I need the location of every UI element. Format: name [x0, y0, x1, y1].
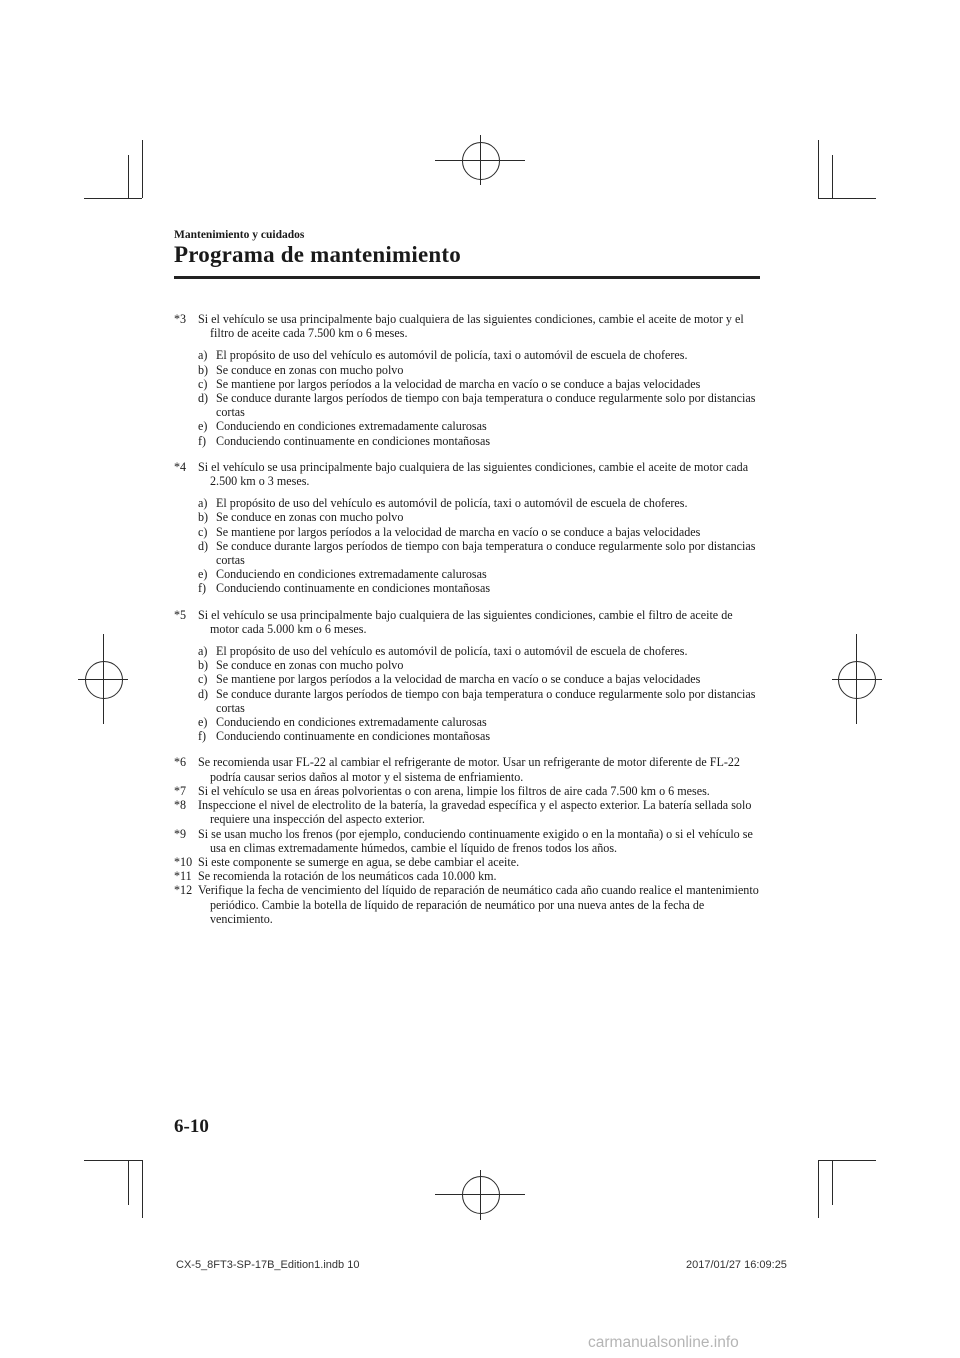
- watermark: carmanualsonline.info: [588, 1334, 739, 1351]
- footnote-marker: *8: [174, 798, 187, 813]
- list-item: [198, 496, 760, 510]
- crop-mark: [128, 155, 129, 198]
- list-letter: f): [198, 729, 207, 744]
- footnote: [174, 784, 760, 798]
- list-letter: a): [198, 644, 208, 659]
- list-item: [198, 434, 760, 448]
- crop-mark: [818, 140, 819, 198]
- list-text: Se conduce durante largos períodos de tiempo con baja temperatura o conduce regularmente solo por distancias cortas: [216, 686, 756, 715]
- footer-file: CX-5_8FT3-SP-17B_Edition1.indb 10: [176, 1259, 360, 1271]
- footnote: [174, 798, 760, 826]
- list-text: Se conduce durante largos períodos de tiempo con baja temperatura o conduce regularmente solo por distancias cortas: [216, 391, 756, 420]
- list-item: [198, 687, 760, 715]
- list-item: [198, 377, 760, 391]
- footnote: [174, 869, 760, 883]
- list-item: [198, 715, 760, 729]
- footnote: [174, 460, 760, 488]
- crop-mark: [128, 1160, 129, 1205]
- crop-mark: [142, 1160, 143, 1218]
- footnote-text: Si el vehículo se usa principalmente bajo cualquiera de las siguientes condiciones, cambie el aceite de motor y el filtro de aceite cada 7.500 km o 6 meses.: [198, 312, 744, 341]
- list-text: Conduciendo continuamente en condiciones montañosas: [216, 729, 491, 744]
- crop-mark: [832, 1160, 833, 1205]
- list-letter: e): [198, 419, 208, 434]
- crop-mark: [832, 155, 833, 198]
- condition-list: [198, 644, 760, 743]
- footnote: [174, 312, 760, 340]
- footnote-text: Verifique la fecha de vencimiento del líquido de reparación de neumático cada año cuando realice el mantenimiento periódico. Cambie la botella de líquido de reparación de neumático por una nueva antes de la fecha de vencimiento.: [198, 883, 759, 926]
- title-divider: [174, 276, 760, 279]
- list-item: [198, 567, 760, 581]
- footnote-marker: *12: [174, 883, 193, 898]
- list-text: Se mantiene por largos períodos a la velocidad de marcha en vacío o se conduce a bajas velocidades: [216, 524, 701, 539]
- registration-target-icon: [462, 142, 500, 180]
- list-letter: e): [198, 715, 208, 730]
- footnote-marker: *6: [174, 755, 187, 770]
- list-item: [198, 729, 760, 743]
- footnotes-content: [174, 312, 760, 926]
- registration-target-icon: [85, 661, 123, 699]
- crop-mark: [818, 1160, 876, 1161]
- list-text: El propósito de uso del vehículo es automóvil de policía, taxi o automóvil de escuela de choferes.: [216, 348, 688, 363]
- crop-mark: [84, 198, 142, 199]
- list-letter: a): [198, 496, 208, 511]
- footnote-text: Se recomienda la rotación de los neumáticos cada 10.000 km.: [198, 869, 497, 884]
- condition-list: [198, 496, 760, 595]
- page-title: Programa de mantenimiento: [174, 242, 461, 267]
- list-item: [198, 391, 760, 419]
- list-item: [198, 539, 760, 567]
- list-text: Se mantiene por largos períodos a la velocidad de marcha en vacío o se conduce a bajas velocidades: [216, 672, 701, 687]
- list-text: Se conduce durante largos períodos de tiempo con baja temperatura o conduce regularmente solo por distancias cortas: [216, 538, 756, 568]
- list-item: [198, 644, 760, 658]
- footnote-text: Inspeccione el nivel de electrolito de la batería, la gravedad específica y el aspecto exterior. La batería sellada solo requiere una inspección del aspecto exterior.: [198, 798, 752, 827]
- footnote: [174, 883, 760, 926]
- footnote-text: Se recomienda usar FL-22 al cambiar el refrigerante de motor. Usar un refrigerante de motor diferente de FL-22 podría causar serios daños al motor y el sistema de enfriamiento.: [198, 755, 740, 784]
- list-letter: b): [198, 510, 209, 525]
- list-letter: f): [198, 433, 207, 448]
- list-letter: c): [198, 524, 208, 539]
- list-item: [198, 525, 760, 539]
- list-item: [198, 348, 760, 362]
- footnote-text: Si el vehículo se usa principalmente bajo cualquiera de las siguientes condiciones, cambie el aceite de motor cada 2.500 km o 3 meses.: [198, 459, 749, 489]
- crop-mark: [84, 1160, 142, 1161]
- list-item: [198, 581, 760, 595]
- list-text: Se mantiene por largos períodos a la velocidad de marcha en vacío o se conduce a bajas velocidades: [216, 376, 701, 391]
- footnote-text: Si se usan mucho los frenos (por ejemplo, conduciendo continuamente exigido o en la montaña) o si el vehículo se usa en climas extremadamente húmedos, cambie el líquido de frenos todos los años.: [198, 826, 753, 855]
- footer-timestamp: 2017/01/27 16:09:25: [686, 1259, 787, 1271]
- list-letter: c): [198, 672, 208, 687]
- list-text: El propósito de uso del vehículo es automóvil de policía, taxi o automóvil de escuela de choferes.: [216, 644, 688, 659]
- list-text: Se conduce en zonas con mucho polvo: [216, 658, 404, 673]
- list-text: Conduciendo continuamente en condiciones montañosas: [216, 581, 491, 596]
- footnote-marker: *4: [174, 459, 187, 474]
- footnote-text: Si este componente se sumerge en agua, se debe cambiar el aceite.: [198, 854, 520, 869]
- registration-target-icon: [838, 661, 876, 699]
- footnote: [174, 827, 760, 855]
- footnote: [174, 755, 760, 783]
- list-item: [198, 363, 760, 377]
- list-text: Conduciendo en condiciones extremadamente calurosas: [216, 715, 487, 730]
- list-text: Conduciendo en condiciones extremadamente calurosas: [216, 419, 487, 434]
- list-letter: d): [198, 686, 209, 701]
- list-letter: a): [198, 348, 208, 363]
- list-item: [198, 672, 760, 686]
- crop-mark: [142, 140, 143, 198]
- list-item: [198, 510, 760, 524]
- list-item: [198, 419, 760, 433]
- list-text: Se conduce en zonas con mucho polvo: [216, 510, 404, 525]
- crop-mark: [818, 198, 876, 199]
- section-label: Mantenimiento y cuidados: [174, 229, 305, 241]
- condition-list: [198, 348, 760, 447]
- footnote-text: Si el vehículo se usa en áreas polvorientas o con arena, limpie los filtros de aire cada 7.500 km o 6 meses.: [198, 783, 710, 798]
- footnote: [174, 608, 760, 636]
- footnote-marker: *7: [174, 783, 187, 798]
- footnote-marker: *9: [174, 826, 187, 841]
- list-letter: c): [198, 376, 208, 391]
- footnote-marker: *3: [174, 312, 187, 326]
- list-letter: b): [198, 658, 209, 673]
- list-letter: f): [198, 581, 207, 596]
- footnote-marker: *5: [174, 607, 187, 622]
- crop-mark: [818, 1160, 819, 1218]
- list-item: [198, 658, 760, 672]
- list-text: Conduciendo en condiciones extremadamente calurosas: [216, 567, 487, 582]
- list-letter: b): [198, 362, 209, 377]
- registration-target-icon: [462, 1176, 500, 1214]
- list-text: El propósito de uso del vehículo es automóvil de policía, taxi o automóvil de escuela de choferes.: [216, 496, 688, 511]
- list-letter: e): [198, 567, 208, 582]
- list-letter: d): [198, 391, 209, 406]
- list-text: Se conduce en zonas con mucho polvo: [216, 362, 404, 377]
- list-letter: d): [198, 538, 209, 553]
- footnote-marker: *10: [174, 854, 193, 869]
- footnote-marker: *11: [174, 869, 192, 884]
- list-text: Conduciendo continuamente en condiciones montañosas: [216, 433, 491, 448]
- page-number: 6-10: [174, 1116, 209, 1137]
- footnote-text: Si el vehículo se usa principalmente bajo cualquiera de las siguientes condiciones, cambie el filtro de aceite de motor cada 5.000 km o 6 meses.: [198, 607, 733, 636]
- footnote: [174, 855, 760, 869]
